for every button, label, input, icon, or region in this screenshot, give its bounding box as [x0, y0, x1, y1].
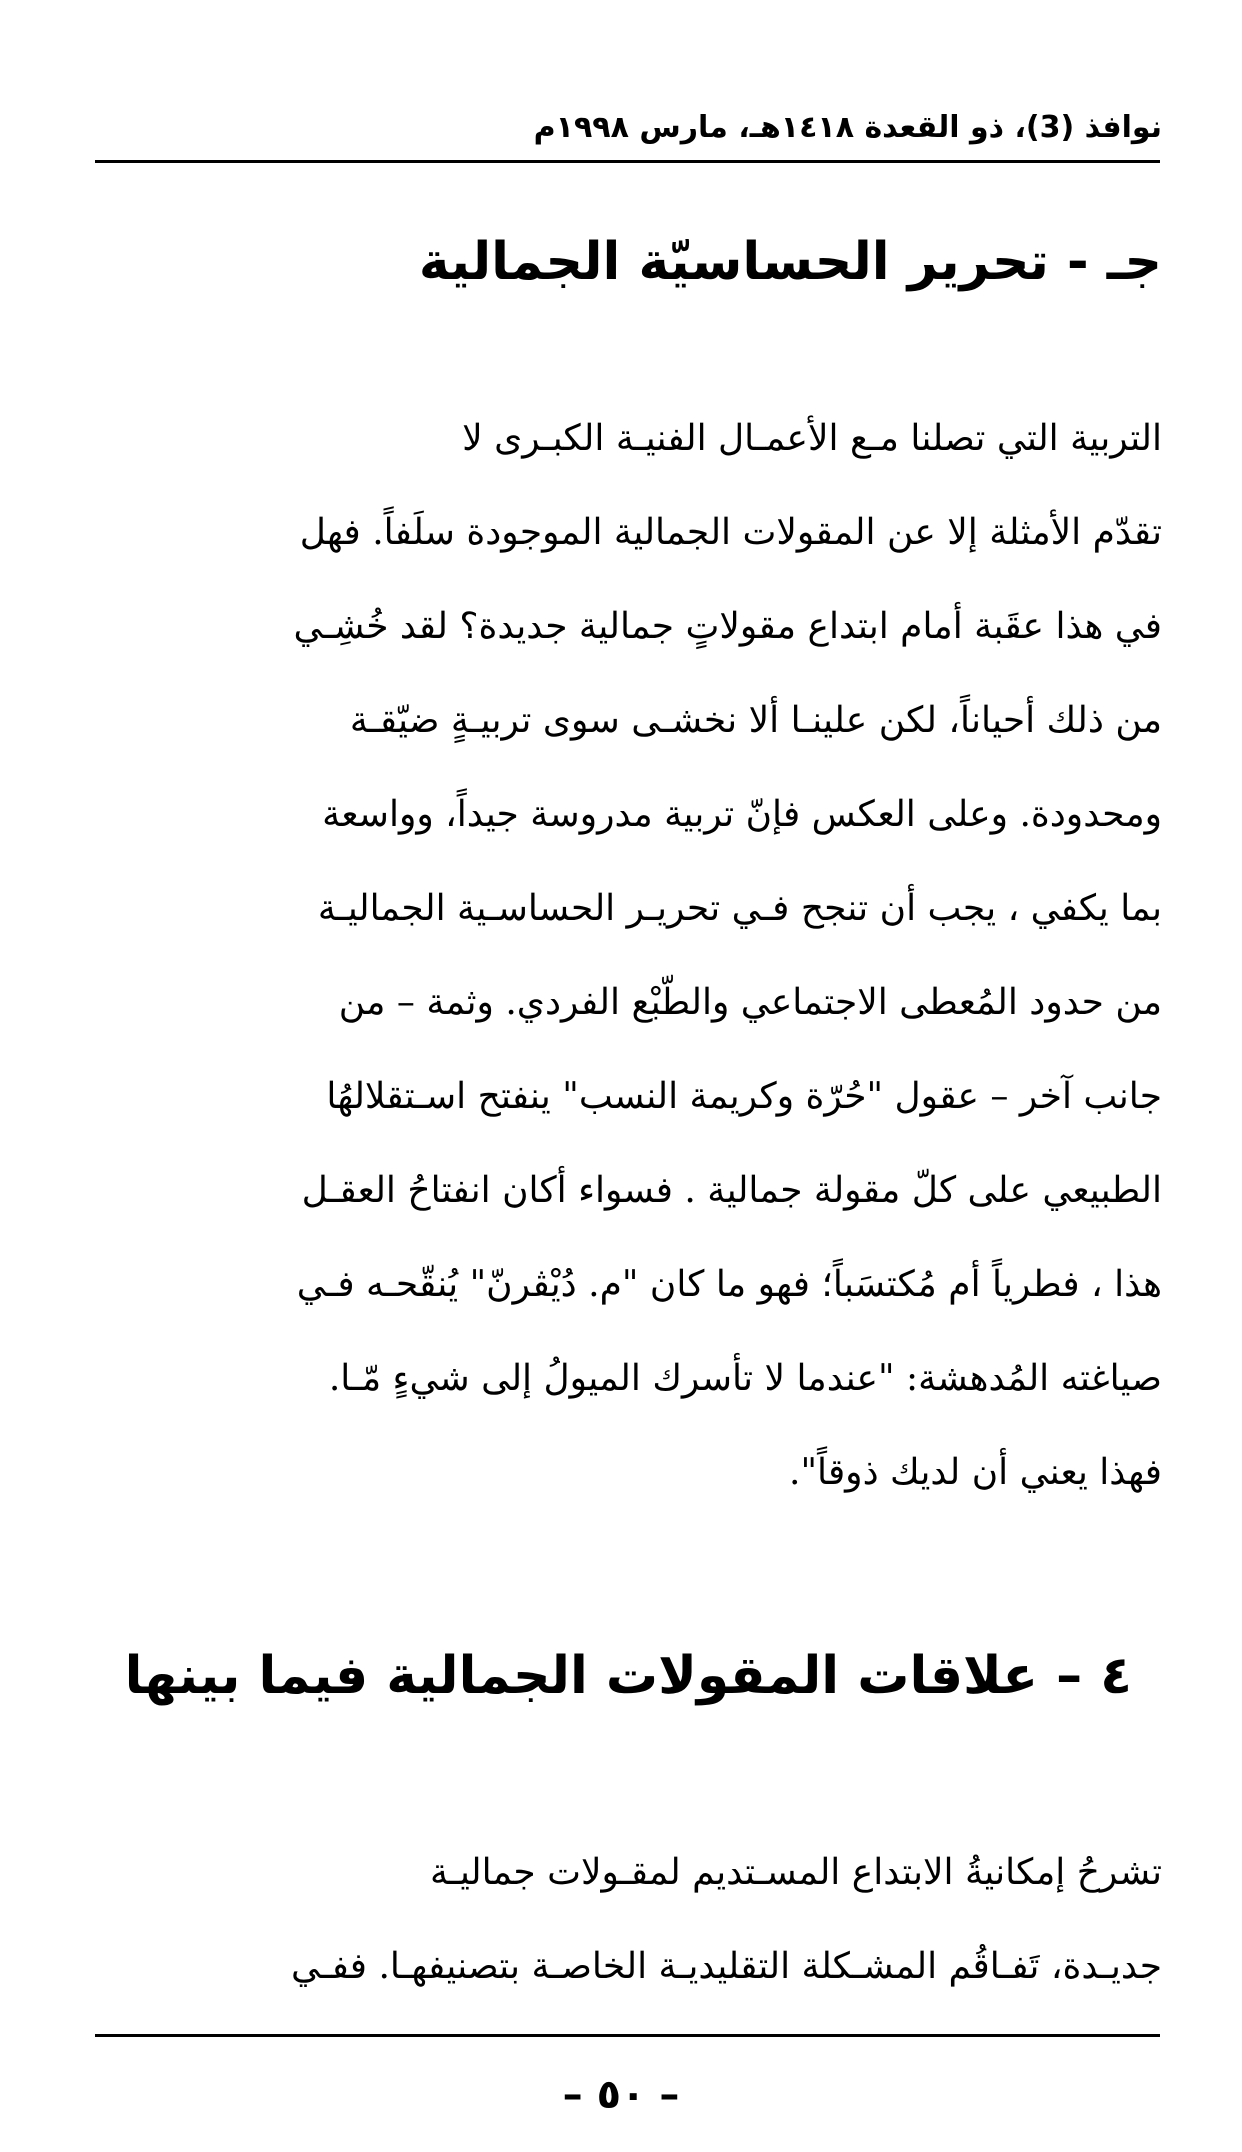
section-title-category-relations: ٤ – علاقات المقولات الجمالية فيما بينها [124, 1646, 1132, 1706]
paragraph-line: تقدّم الأمثلة إلا عن المقولات الجمالية الموجودة سلَفاً. فهل [299, 512, 1162, 553]
paragraph-line: فهذا يعني أن لديك ذوقاً". [789, 1452, 1162, 1493]
body-paragraph-2 [80, 1826, 1162, 2014]
paragraph-line: هذا ، فطرياً أم مُكتسَباً؛ فهو ما كان "م. دُيْڤرنّ" يُنقّحـه فـي [296, 1264, 1162, 1305]
paragraph-line: الطبيعي على كلّ مقولة جمالية . فسواء أكان انفتاحُ العقـل [301, 1170, 1162, 1211]
footer-divider [95, 2034, 1160, 2037]
paragraph-line: من ذلك أحياناً، لكن علينـا ألا نخشـى سوى تربيـةٍ ضيّقـة [349, 700, 1162, 741]
paragraph-line: ومحدودة. وعلى العكس فإنّ تربية مدروسة جيداً، وواسعة [322, 794, 1162, 835]
paragraph-line: جانب آخر – عقول "حُرّة وكريمة النسب" ينفتح اسـتقلالهُا [326, 1076, 1162, 1117]
paragraph-line: التربية التي تصلنا مـع الأعمـال الفنيـة الكبـرى لا [462, 418, 1162, 459]
running-header: نوافذ (3)، ذو القعدة ١٤١٨هـ، مارس ١٩٩٨م [533, 110, 1162, 145]
paragraph-line: صياغته المُدهشة: "عندما لا تأسرك الميولُ إلى شيءٍ مّـا. [328, 1358, 1162, 1399]
paragraph-line: بما يكفي ، يجب أن تنجح فـي تحريـر الحساسـية الجماليـة [317, 888, 1162, 929]
paragraph-line: تشرحُ إمكانيةُ الابتداع المسـتديم لمقـولات جماليـة [429, 1852, 1162, 1893]
header-divider [95, 160, 1160, 163]
section-title-aesthetic-sensitivity: جـ - تحرير الحساسيّة الجمالية [418, 232, 1162, 292]
paragraph-line: جديـدة، تَفـاقُم المشـكلة التقليديـة الخاصـة بتصنيفهـا. ففـي [291, 1946, 1162, 1987]
body-paragraph-1 [80, 392, 1162, 1520]
paragraph-line: في هذا عقَبة أمام ابتداع مقولاتٍ جمالية جديدة؟ لقد خُشِـي [293, 606, 1162, 647]
page-number: – ٥٠ – [562, 2072, 680, 2118]
paragraph-line: من حدود المُعطى الاجتماعي والطّبْع الفردي. وثمة – من [338, 982, 1162, 1023]
